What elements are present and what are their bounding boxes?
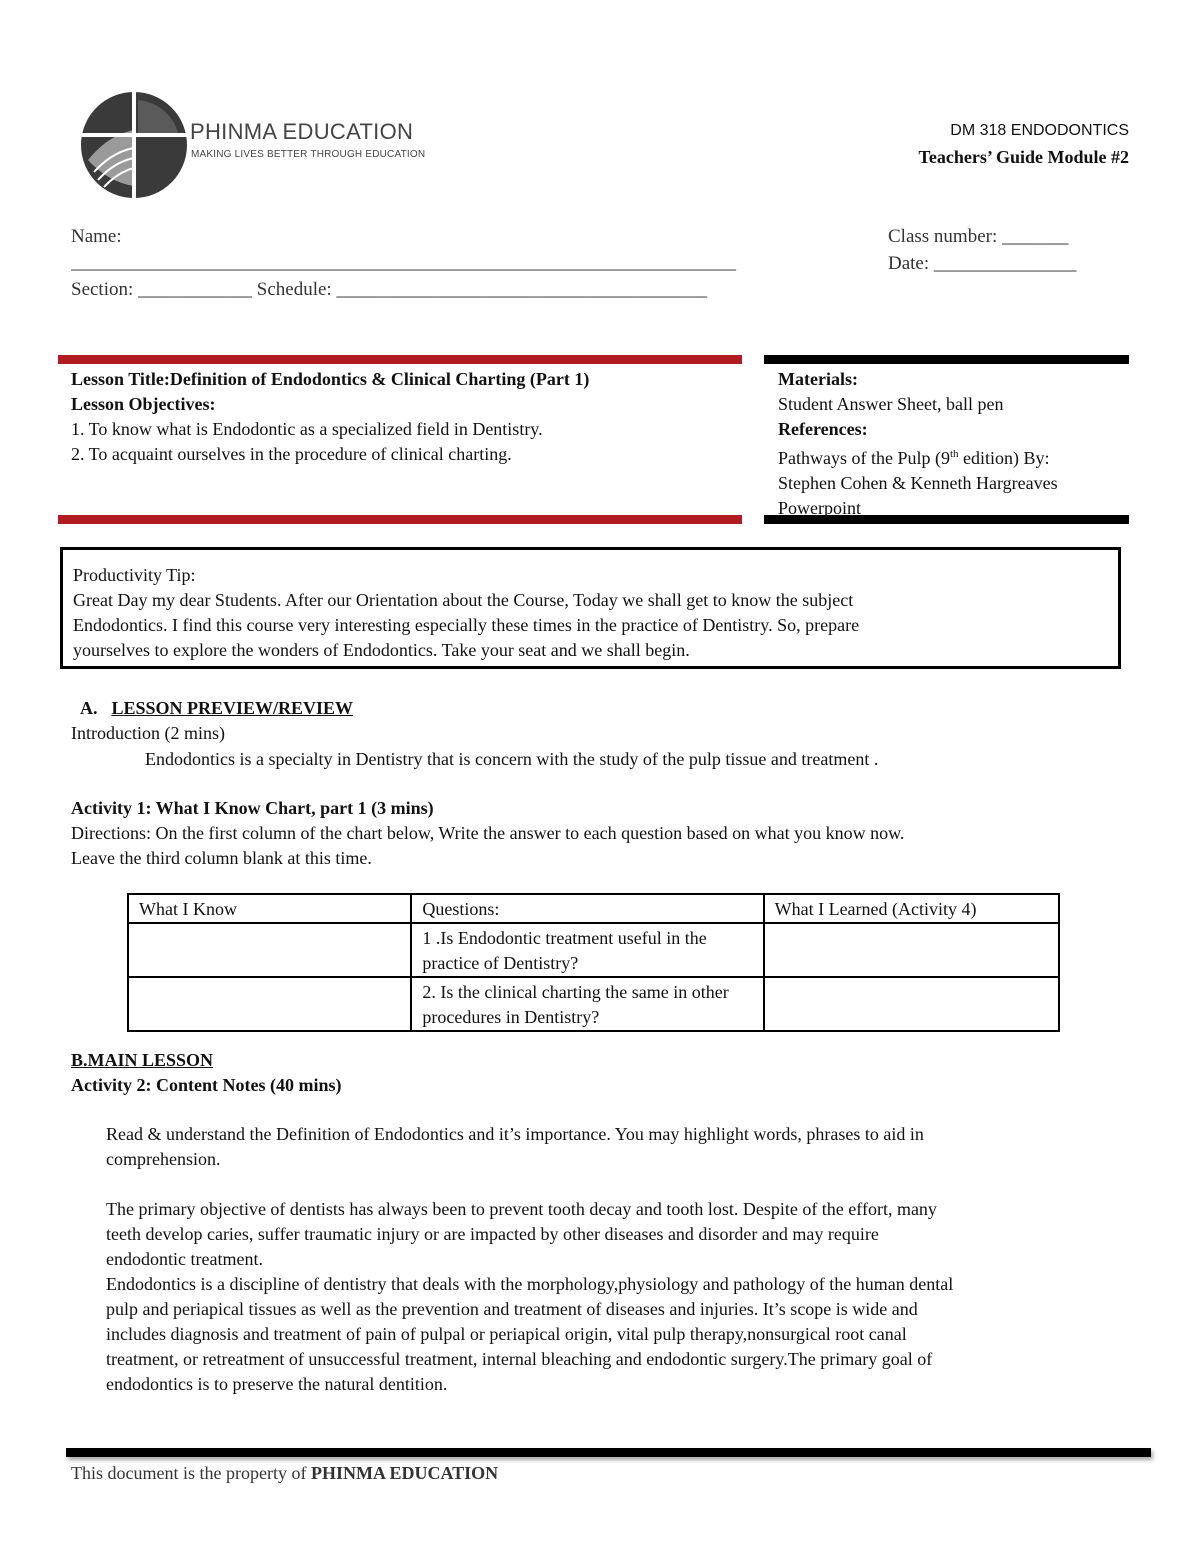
what-i-know-chart — [127, 893, 1060, 1032]
phinma-logo-icon — [78, 90, 190, 200]
para-3-line-1: Endodontics is a discipline of dentistry that deals with the morphology,physiology and pathology of the human dental — [106, 1274, 954, 1294]
tip-line-1: Great Day my dear Students. After our Orientation about the Course, Today we shall get to know the subject — [73, 590, 854, 610]
learned-cell-1[interactable] — [764, 923, 1059, 977]
tip-label: Productivity Tip: — [73, 565, 196, 585]
tip-line-3: yourselves to explore the wonders of Endodontics. Take your seat and we shall begin. — [73, 640, 690, 660]
references-label: References: — [778, 419, 868, 439]
course-code: DM 318 ENDODONTICS — [950, 122, 1129, 139]
materials-text: Student Answer Sheet, ball pen — [778, 394, 1004, 414]
para-3-line-4: treatment, or retreatment of unsuccessful treatment, internal bleaching and endodontic surgery.The primary goal of — [106, 1349, 933, 1369]
content-notes — [106, 1122, 1166, 1397]
footer-owner: PHINMA EDUCATION — [310, 1463, 499, 1483]
para-3-line-5: endodontics is to preserve the natural dentition. — [106, 1374, 448, 1394]
question-cell-1: 1 .Is Endodontic treatment useful in the practice of Dentistry? — [411, 923, 763, 977]
answer-cell-2[interactable] — [128, 977, 411, 1031]
section-a-marker: A. — [80, 698, 98, 718]
logo — [78, 90, 426, 200]
directions-line-1: Directions: On the first column of the chart below, Write the answer to each question based on what you know now. — [71, 823, 905, 843]
answer-cell-1[interactable] — [128, 923, 411, 977]
reference-line-1: Pathways of the Pulp (9th edition) By: — [778, 448, 1050, 468]
materials-top-bar — [764, 355, 1129, 364]
date-field[interactable]: Date: _______________ — [888, 253, 1077, 274]
learned-cell-2[interactable] — [764, 977, 1059, 1031]
table-row — [128, 977, 1059, 1031]
reference-line-2: Stephen Cohen & Kenneth Hargreaves — [778, 473, 1058, 493]
footer-prefix: This document is the property of — [71, 1463, 311, 1483]
introduction-text: Endodontics is a specialty in Dentistry that is concern with the study of the pulp tissue and treatment . — [145, 749, 879, 769]
materials-label: Materials: — [778, 369, 858, 389]
tip-line-2: Endodontics. I find this course very interesting especially these times in the practice of Dentistry. So, prepare — [73, 615, 860, 635]
objectives-label: Lesson Objectives: — [71, 394, 216, 414]
objective-2: 2. To acquaint ourselves in the procedure of clinical charting. — [71, 444, 512, 464]
directions-line-2: Leave the third column blank at this time. — [71, 848, 372, 868]
para-1-line-1: Read & understand the Definition of Endodontics and it’s importance. You may highlight words, phrases to aid in — [106, 1124, 924, 1144]
section-a-heading — [80, 696, 353, 721]
header-what-i-learned: What I Learned (Activity 4) — [764, 894, 1059, 923]
class-number-field[interactable]: Class number: _______ — [888, 226, 1069, 247]
logo-tagline: MAKING LIVES BETTER THROUGH EDUCATION — [191, 149, 426, 160]
guide-title: Teachers’ Guide Module #2 — [918, 147, 1129, 167]
lesson-block — [71, 367, 741, 467]
activity-2-title: Activity 2: Content Notes (40 mins) — [71, 1075, 342, 1095]
question-cell-2: 2. Is the clinical charting the same in other procedures in Dentistry? — [411, 977, 763, 1031]
section-b-heading: B.MAIN LESSON — [71, 1050, 214, 1070]
para-2-line-1: The primary objective of dentists has always been to prevent tooth decay and tooth lost. Despite of the effort, many — [106, 1199, 937, 1219]
objective-1: 1. To know what is Endodontic as a specialized field in Dentistry. — [71, 419, 543, 439]
footer-text — [71, 1461, 498, 1486]
materials-block — [778, 367, 1128, 521]
name-label: Name: — [71, 226, 122, 247]
table-header-row — [128, 894, 1059, 923]
productivity-tip-box — [60, 547, 1121, 669]
para-2-line-3: endodontic treatment. — [106, 1249, 263, 1269]
para-3-line-2: pulp and periapical tissues as well as the prevention and treatment of diseases and injuries. It’s scope is wide and — [106, 1299, 918, 1319]
lesson-top-bar — [58, 355, 742, 364]
reference-line-3: Powerpoint — [778, 498, 861, 518]
footer-bar — [66, 1448, 1151, 1457]
para-3-line-3: includes diagnosis and treatment of pain of pulpal or periapical origin, vital pulp therapy,nonsurgical root canal — [106, 1324, 907, 1344]
name-field[interactable]: ______________________________________________________________________ — [71, 252, 736, 273]
activity-1-title: Activity 1: What I Know Chart, part 1 (3 mins) — [71, 798, 434, 818]
lesson-title: Lesson Title:Definition of Endodontics & Clinical Charting (Part 1) — [71, 369, 590, 389]
lesson-bottom-bar — [58, 515, 742, 524]
header-what-i-know: What I Know — [128, 894, 411, 923]
section-schedule-field[interactable]: Section: ____________ Schedule: _______________________________________ — [71, 279, 707, 300]
section-a-title: LESSON PREVIEW/REVIEW — [111, 698, 354, 718]
para-2-line-2: teeth develop caries, suffer traumatic injury or are impacted by other diseases and disorder and may require — [106, 1224, 879, 1244]
introduction-label: Introduction (2 mins) — [71, 723, 225, 743]
header-questions: Questions: — [411, 894, 763, 923]
logo-name: PHINMA EDUCATION — [190, 119, 414, 144]
table-row — [128, 923, 1059, 977]
para-1-line-2: comprehension. — [106, 1149, 221, 1169]
